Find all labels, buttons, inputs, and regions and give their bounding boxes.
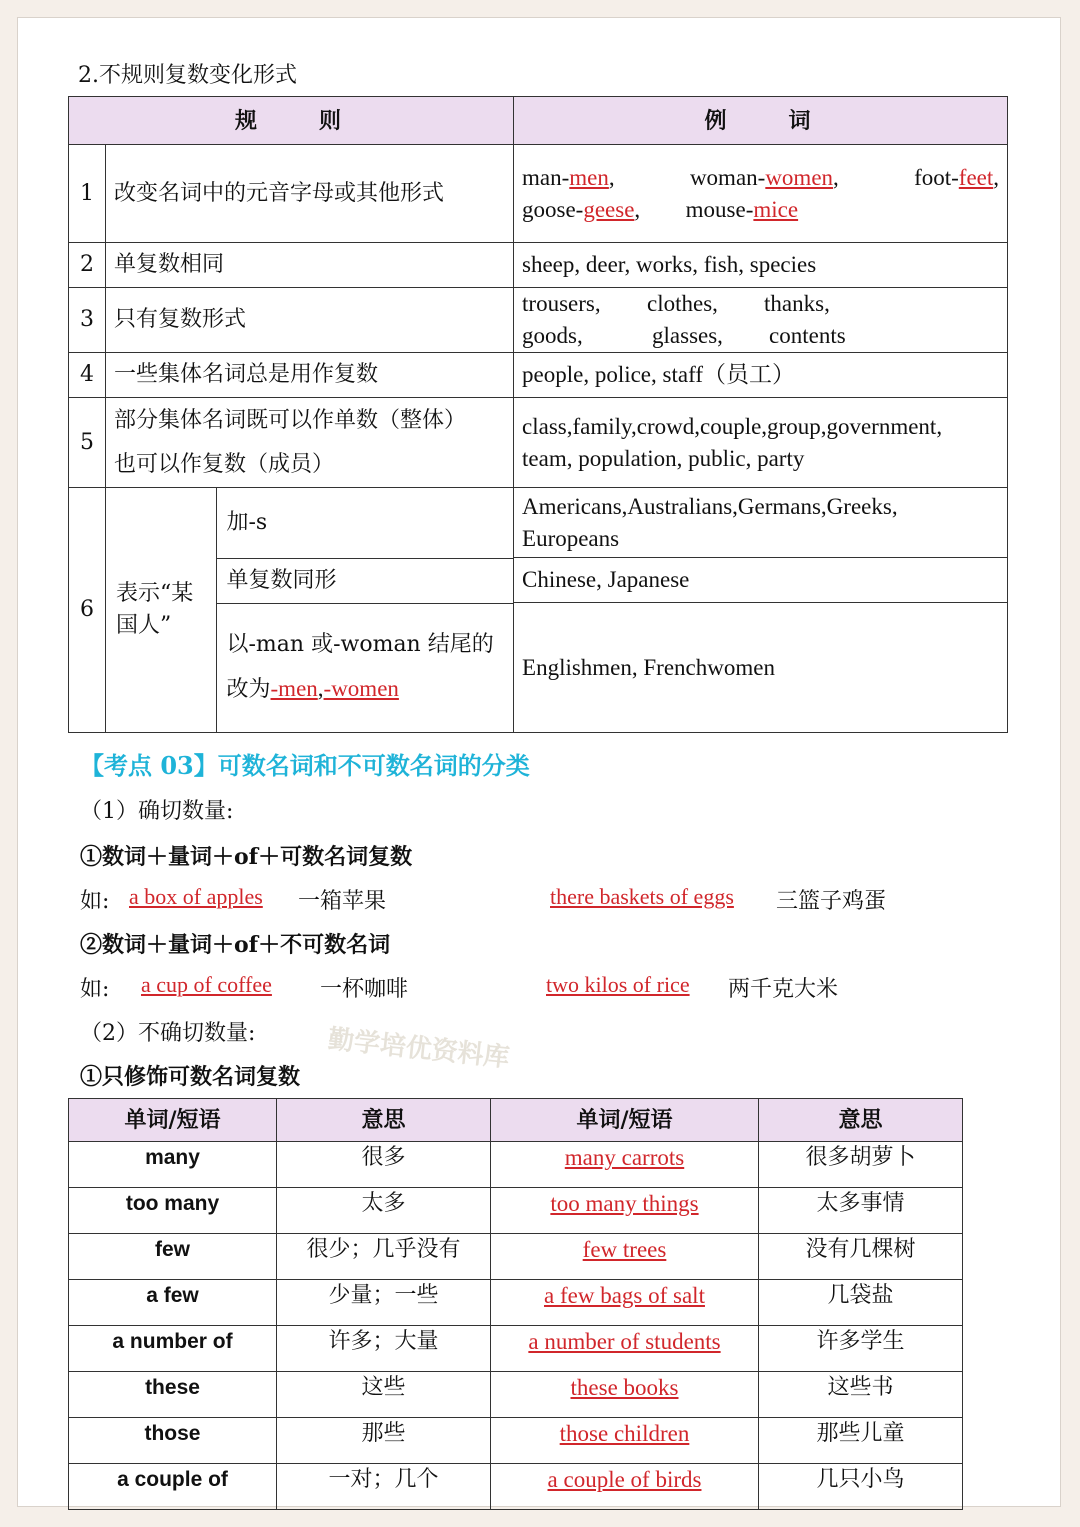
- rule-line: ②数词＋量词＋of＋不可数名词: [80, 932, 391, 958]
- phrase-cell: many carrots: [491, 1142, 759, 1188]
- header-example: 例 词: [514, 97, 1008, 145]
- phrase-cell: a few bags of salt: [491, 1280, 759, 1326]
- phrase-cell: few trees: [491, 1234, 759, 1280]
- table-row: [69, 1234, 963, 1280]
- table-row: [69, 488, 1008, 558]
- word-cell: too many: [69, 1188, 277, 1234]
- irregular-plural-table: [68, 96, 1008, 733]
- example-cell: trousers, clothes, thanks, goods, glasses, contents: [514, 288, 1008, 353]
- table-row: [69, 1188, 963, 1234]
- word-cell: a number of: [69, 1326, 277, 1372]
- example-phrase: there baskets of eggs: [550, 884, 734, 909]
- table-row: [69, 1464, 963, 1510]
- example-phrase: two kilos of rice: [546, 972, 690, 997]
- table-header-row: [69, 1099, 963, 1142]
- example-cell: class,family,crowd,couple,group,government, team, population, public, party: [514, 398, 1008, 488]
- row-number: 1: [69, 145, 106, 243]
- phrase-cell: these books: [491, 1372, 759, 1418]
- table-row: [69, 1326, 963, 1372]
- word-cell: those: [69, 1418, 277, 1464]
- phrase-cell: too many things: [491, 1188, 759, 1234]
- phrase-meaning-cell: 几袋盐: [759, 1280, 963, 1326]
- header-word: 单词/短语: [69, 1099, 277, 1142]
- rule-text: 单复数同形: [216, 558, 513, 603]
- rule-text: 只有复数形式: [106, 288, 514, 353]
- meaning-cell: 很少；几乎没有: [277, 1234, 491, 1280]
- example-phrase: a cup of coffee: [141, 972, 272, 997]
- rule-text: 一些集体名词总是用作复数: [106, 353, 514, 398]
- rule-line: ①只修饰可数名词复数: [80, 1064, 301, 1090]
- table-row: [69, 243, 1008, 288]
- example-meaning: 两千克大米: [728, 977, 839, 1002]
- table-row: [69, 1142, 963, 1188]
- word-cell: a couple of: [69, 1464, 277, 1510]
- example-meaning: 三篮子鸡蛋: [776, 889, 887, 914]
- header-meaning: 意思: [277, 1099, 491, 1142]
- meaning-cell: 少量；一些: [277, 1280, 491, 1326]
- row-number: 2: [69, 243, 106, 288]
- page: [17, 17, 1061, 1507]
- example-prefix: 如:: [80, 889, 110, 914]
- meaning-cell: 这些: [277, 1372, 491, 1418]
- word-cell: these: [69, 1372, 277, 1418]
- meaning-cell: 许多；大量: [277, 1326, 491, 1372]
- header-phrase: 单词/短语: [491, 1099, 759, 1142]
- example-cell: people, police, staff（员工）: [514, 353, 1008, 398]
- example-word: foot-feet,: [914, 164, 1000, 190]
- section-heading: 2.不规则复数变化形式: [78, 63, 297, 88]
- phrase-cell: a number of students: [491, 1326, 759, 1372]
- rule-text: 部分集体名词既可以作单数（整体） 也可以作复数（成员）: [106, 398, 514, 488]
- example-cell: Chinese, Japanese: [514, 558, 1008, 603]
- row-number: 6: [69, 488, 106, 733]
- rule-text: 改变名词中的元音字母或其他形式: [106, 145, 514, 243]
- example-prefix: 如:: [80, 977, 110, 1002]
- kaodian-heading: 【考点 03】可数名词和不可数名词的分类: [80, 751, 530, 780]
- example-cell: sheep, deer, works, fish, species: [514, 243, 1008, 288]
- phrase-meaning-cell: 那些儿童: [759, 1418, 963, 1464]
- table-row: [69, 145, 1008, 243]
- example-word: man-men,: [522, 164, 615, 190]
- example-cell: Englishmen, Frenchwomen: [514, 603, 1008, 733]
- example-cell: [514, 145, 1008, 243]
- phrase-meaning-cell: 几只小鸟: [759, 1464, 963, 1510]
- phrase-meaning-cell: 这些书: [759, 1372, 963, 1418]
- table-row: [69, 1372, 963, 1418]
- phrase-meaning-cell: 许多学生: [759, 1326, 963, 1372]
- row-number: 3: [69, 288, 106, 353]
- phrase-meaning-cell: 没有几棵树: [759, 1234, 963, 1280]
- phrase-cell: those children: [491, 1418, 759, 1464]
- header-rule: 规 则: [69, 97, 514, 145]
- table-row: [69, 288, 1008, 353]
- row-number: 4: [69, 353, 106, 398]
- nationality-rule-group: [106, 488, 514, 733]
- phrase-meaning-cell: 太多事情: [759, 1188, 963, 1234]
- word-cell: a few: [69, 1280, 277, 1326]
- table-header-row: [69, 97, 1008, 145]
- table-row: [69, 353, 1008, 398]
- quantifier-table: [68, 1098, 963, 1510]
- meaning-cell: 一对；几个: [277, 1464, 491, 1510]
- phrase-cell: a couple of birds: [491, 1464, 759, 1510]
- meaning-cell: 那些: [277, 1418, 491, 1464]
- rule-text: 加-s: [216, 488, 513, 558]
- example-meaning: 一杯咖啡: [320, 977, 409, 1002]
- example-word: goose-geese,: [522, 196, 641, 222]
- example-phrase: a box of apples: [129, 884, 263, 909]
- watermark: 勤学培优资料库: [326, 1024, 511, 1074]
- table-row: [69, 1418, 963, 1464]
- example-word: mouse-mice: [685, 196, 799, 222]
- table-row: [69, 1280, 963, 1326]
- rule-text: 以-man 或-woman 结尾的改为-men,-women: [226, 632, 494, 703]
- rule-text: 单复数相同: [106, 243, 514, 288]
- word-cell: many: [69, 1142, 277, 1188]
- nationality-label: 表示“某国人”: [106, 488, 216, 732]
- subsection-heading: （1）确切数量:: [80, 799, 234, 824]
- meaning-cell: 太多: [277, 1188, 491, 1234]
- phrase-meaning-cell: 很多胡萝卜: [759, 1142, 963, 1188]
- table-row: [69, 398, 1008, 488]
- subsection-heading: （2）不确切数量:: [80, 1021, 256, 1046]
- rule-line: ①数词＋量词＋of＋可数名词复数: [80, 844, 413, 870]
- word-cell: few: [69, 1234, 277, 1280]
- example-meaning: 一箱苹果: [298, 889, 387, 914]
- example-word: woman-women,: [689, 164, 839, 190]
- row-number: 5: [69, 398, 106, 488]
- example-cell: Americans,Australians,Germans,Greeks, Europeans: [514, 488, 1008, 558]
- meaning-cell: 很多: [277, 1142, 491, 1188]
- header-phrase-meaning: 意思: [759, 1099, 963, 1142]
